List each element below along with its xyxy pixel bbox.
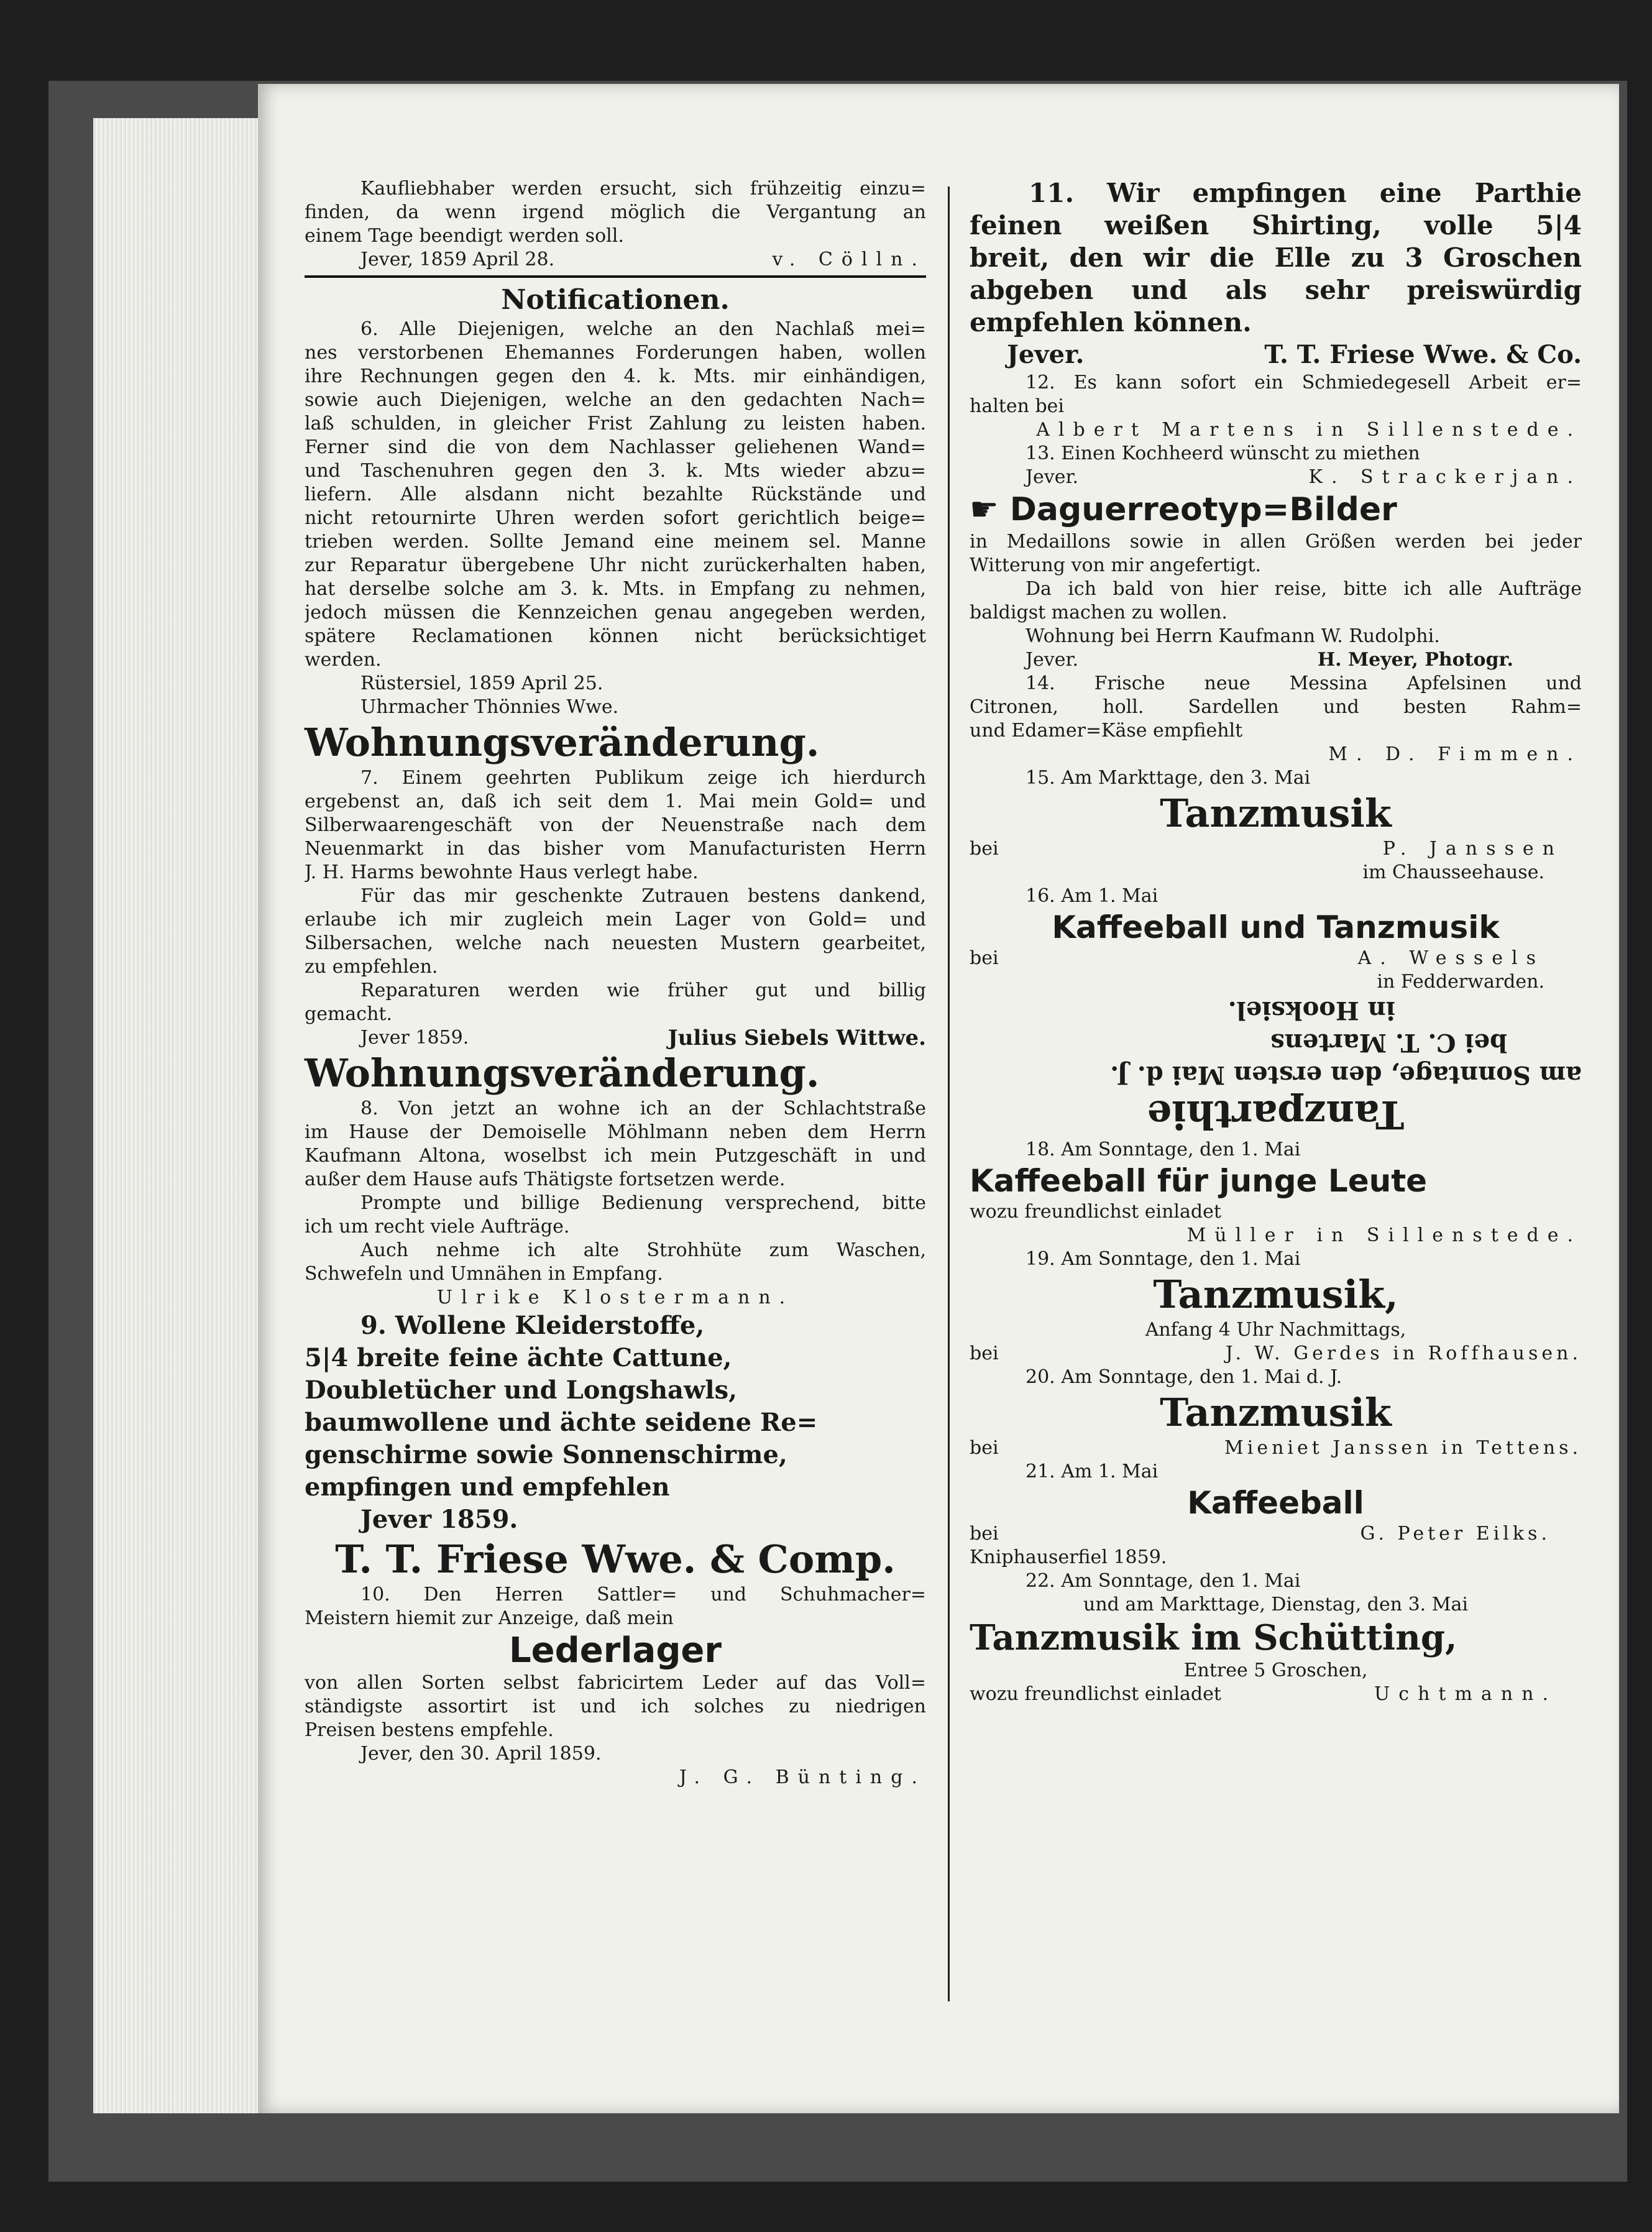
notice-signature-line: im Chausseehause. bbox=[1362, 861, 1544, 883]
notice-line: Neuenmarkt in das bisher vom Manufacturisten Herrn bbox=[305, 838, 926, 860]
notice-heading: Tanzmusik bbox=[1160, 791, 1392, 836]
notice-line: Auch nehme ich alte Strohhüte zum Waschen, bbox=[360, 1239, 926, 1261]
notice-line: Prompte und billige Bedienung versprechend, bitte bbox=[360, 1192, 926, 1214]
notice-firm: T. T. Friese Wwe. & Co. bbox=[1264, 340, 1582, 369]
notice-15 bbox=[970, 766, 1582, 884]
intro-line: einem Tage beendigt werden soll. bbox=[305, 225, 624, 247]
notice-heading: Lederlager bbox=[508, 1630, 722, 1671]
notice-line: J. H. Harms bewohnte Haus verlegt habe. bbox=[305, 861, 699, 883]
notice-firm: T. T. Friese Wwe. & Comp. bbox=[335, 1536, 896, 1582]
notice-19 bbox=[970, 1247, 1582, 1366]
notice-16 bbox=[970, 884, 1582, 994]
notice-signature: Uchtmann. bbox=[1374, 1683, 1557, 1705]
notice-line: feinen weißen Shirting, volle 5|4 bbox=[970, 210, 1582, 241]
notice-signature: Ulrike Klostermann. bbox=[436, 1287, 794, 1308]
right-column bbox=[970, 177, 1582, 1706]
notice-line: Silbersachen, welche nach neuesten Mustern gearbeitet, bbox=[305, 932, 926, 954]
notice-heading: Kaffeeball bbox=[1187, 1485, 1364, 1521]
notice-footer bbox=[970, 947, 1582, 970]
notice-signature: Albert Martens in Sillenstede. bbox=[1036, 419, 1582, 441]
notice-signature: Julius Siebels Wittwe. bbox=[668, 1026, 926, 1050]
notice-line: trieben werden. Sollte Jemand eine meinem sel. Manne bbox=[305, 531, 926, 553]
notice-line: Wohnung bei Herrn Kaufmann W. Rudolphi. bbox=[1026, 625, 1440, 647]
notice-6 bbox=[305, 318, 926, 719]
intro-signature: v. Cölln. bbox=[772, 249, 926, 270]
notice-line: halten bei bbox=[970, 395, 1065, 417]
notice-heading: Tanzmusik bbox=[1160, 1390, 1392, 1435]
notice-22 bbox=[970, 1569, 1582, 1706]
notice-line: Ferner sind die von dem Nachlasser geliehenen Wand= bbox=[305, 436, 926, 458]
notice-signature: J. G. Bünting. bbox=[679, 1766, 926, 1788]
notice-signature: A. Wessels bbox=[1357, 947, 1544, 969]
notice-7 bbox=[305, 719, 926, 1050]
notice-line: zur Reparatur übergebene Uhr nicht zurückerhalten haben, bbox=[305, 554, 926, 576]
notice-line: 15. Am Markttage, den 3. Mai bbox=[1026, 767, 1311, 789]
notice-17-upside-down bbox=[970, 994, 1582, 1138]
notice-footer bbox=[970, 466, 1582, 489]
notice-signature: H. Meyer, Photogr. bbox=[1317, 649, 1513, 671]
notice-8 bbox=[305, 1050, 926, 1310]
notice-line: 5|4 breite feine ächte Cattune, bbox=[305, 1343, 732, 1372]
notice-line: Da ich bald von hier reise, bitte ich alle Aufträge bbox=[1026, 578, 1582, 600]
notice-line: nicht retournirte Uhren werden sofort gerichtlich beige= bbox=[305, 507, 926, 529]
notice-heading: Tanzmusik, bbox=[1153, 1272, 1398, 1317]
notice-line: Entree 5 Groschen, bbox=[1183, 1660, 1368, 1681]
notice-line: liefern. Alle alsdann nicht bezahlte Rückstände und bbox=[305, 484, 926, 505]
notice-line: nes verstorbenen Ehemannes Forderungen haben, wollen bbox=[305, 342, 926, 364]
notice-footer bbox=[970, 837, 1582, 861]
notice-line: 8. Von jetzt an wohne ich an der Schlachtstraße bbox=[360, 1098, 926, 1119]
notice-line: Kaufmann Altona, woselbst ich mein Putzgeschäft in und bbox=[305, 1145, 926, 1167]
notice-bei: bei bbox=[970, 1343, 999, 1364]
notice-heading: Daguerreotyp=Bilder bbox=[1009, 491, 1397, 528]
notice-date: Jever, den 30. April 1859. bbox=[360, 1743, 602, 1765]
notice-place: Jever. bbox=[1026, 466, 1079, 488]
notice-line: 10. Den Herren Sattler= und Schuhmacher= bbox=[360, 1584, 926, 1605]
notice-line: Citronen, holl. Sardellen und besten Rahm= bbox=[970, 696, 1582, 718]
notice-12 bbox=[970, 371, 1582, 442]
intro-date: Jever, 1859 April 28. bbox=[360, 249, 555, 270]
notice-footer bbox=[305, 1026, 926, 1050]
notice-heading: Wohnungsveränderung. bbox=[305, 720, 820, 765]
notice-footer bbox=[970, 648, 1582, 672]
notice-place: Kniphauserfiel 1859. bbox=[970, 1546, 1167, 1568]
notice-bei: bei bbox=[970, 947, 999, 969]
notice-line: wozu freundlichst einladet bbox=[970, 1201, 1221, 1223]
notice-date: Jever 1859. bbox=[360, 1027, 469, 1049]
section-heading: Notificationen. bbox=[501, 284, 730, 316]
notice-line: in Hooksiel. bbox=[1228, 996, 1395, 1025]
notice-place: Jever. bbox=[1007, 340, 1085, 369]
notice-footer bbox=[970, 1342, 1582, 1366]
notice-line: 16. Am 1. Mai bbox=[1026, 885, 1159, 907]
notice-line: baldigst machen zu wollen. bbox=[970, 602, 1228, 623]
notice-footer bbox=[970, 1683, 1582, 1706]
notice-line: in Medaillons sowie in allen Größen werden bei jeder bbox=[970, 531, 1582, 553]
column-divider bbox=[948, 186, 950, 2001]
notice-line: bei C. T. Martens bbox=[1270, 1028, 1507, 1057]
notice-signature: Müller in Sillenstede. bbox=[1186, 1224, 1582, 1246]
notice-line: Doubletücher und Longshawls, bbox=[305, 1375, 738, 1405]
notice-line: abgeben und als sehr preiswürdig bbox=[970, 275, 1582, 305]
notice-line: genschirme sowie Sonnenschirme, bbox=[305, 1440, 787, 1469]
notice-signature-line: in Fedderwarden. bbox=[1377, 971, 1544, 993]
notice-line: 9. Wollene Kleiderstoffe, bbox=[360, 1311, 705, 1340]
notice-heading: Tanzparthie bbox=[1147, 1092, 1405, 1137]
notice-signature: P. Janssen bbox=[1382, 838, 1563, 860]
notice-line: ergebenst an, daß ich seit dem 1. Mai mein Gold= und bbox=[305, 791, 926, 812]
notice-line: Für das mir geschenkte Zutrauen bestens dankend, bbox=[360, 885, 926, 907]
notice-13 bbox=[970, 442, 1582, 489]
notice-line: empfehlen können. bbox=[970, 307, 1252, 338]
notice-line: und am Markttage, Dienstag, den 3. Mai bbox=[1083, 1594, 1468, 1615]
intro-line: Kaufliebhaber werden ersucht, sich frühzeitig einzu= bbox=[360, 178, 926, 200]
notice-footer bbox=[970, 339, 1582, 371]
notice-line: von allen Sorten selbst fabricirtem Leder auf das Voll= bbox=[305, 1672, 926, 1694]
notice-line: ihre Rechnungen gegen den 4. k. Mts. mir einhändigen, bbox=[305, 365, 926, 387]
notice-line: 22. Am Sonntage, den 1. Mai bbox=[1026, 1570, 1301, 1592]
notice-place: Jever. bbox=[1026, 649, 1079, 671]
notice-heading: Kaffeeball und Tanzmusik bbox=[1052, 909, 1500, 945]
notice-line: laß schulden, in gleicher Frist Zahlung zu leisten haben. bbox=[305, 413, 926, 434]
notice-line: am Sonntage, den ersten Mai d. J. bbox=[1110, 1060, 1582, 1090]
notice-line: und Edamer=Käse empfiehlt bbox=[970, 720, 1243, 742]
notice-line: 6. Alle Diejenigen, welche an den Nachlaß mei= bbox=[360, 318, 926, 340]
notice-line: Meistern hiemit zur Anzeige, daß mein bbox=[305, 1607, 674, 1629]
notice-line: 19. Am Sonntage, den 1. Mai bbox=[1026, 1248, 1301, 1270]
left-column bbox=[305, 177, 926, 1789]
notice-line: im Hause der Demoiselle Möhlmann neben dem Herrn bbox=[305, 1121, 926, 1143]
notice-heading: Tanzmusik im Schütting, bbox=[970, 1617, 1457, 1658]
notice-14 bbox=[970, 672, 1582, 766]
notice-signature: J. W. Gerdes in Roffhausen. bbox=[1225, 1343, 1582, 1364]
notice-line: 18. Am Sonntage, den 1. Mai bbox=[1026, 1139, 1301, 1160]
pointing-hand-icon: ☛ bbox=[970, 491, 1010, 528]
notice-line: empfingen und empfehlen bbox=[305, 1472, 670, 1502]
notice-line: 11. Wir empfingen eine Parthie bbox=[1029, 178, 1582, 208]
notice-line: erlaube ich mir zugleich mein Lager von Gold= und bbox=[305, 909, 926, 930]
notice-line: außer dem Hause aufs Thätigste fortsetzen werde. bbox=[305, 1169, 786, 1190]
notice-place: Jever 1859. bbox=[360, 1505, 518, 1534]
notice-line: und Taschenuhren gegen den 3. k. Mts wieder abzu= bbox=[305, 460, 926, 482]
notice-line: 21. Am 1. Mai bbox=[1026, 1461, 1159, 1482]
notice-21 bbox=[970, 1460, 1582, 1569]
notice-line: werden. bbox=[305, 649, 382, 671]
notice-heading: Kaffeeball für junge Leute bbox=[970, 1163, 1428, 1199]
intro-footer bbox=[305, 248, 926, 272]
notice-footer bbox=[970, 1436, 1582, 1460]
notice-line: hat derselbe solche am 3. k. Mts. in Empfang zu nehmen, bbox=[305, 578, 926, 600]
notice-line: sowie auch Diejenigen, welche an den gedachten Nach= bbox=[305, 389, 926, 411]
notice-11 bbox=[970, 177, 1582, 371]
notice-line: Witterung von mir angefertigt. bbox=[970, 554, 1262, 576]
notice-bei: bei bbox=[970, 838, 999, 860]
notice-line: 7. Einem geehrten Publikum zeige ich hierdurch bbox=[360, 767, 926, 789]
notice-20 bbox=[970, 1366, 1582, 1460]
notice-9 bbox=[305, 1310, 926, 1583]
notice-line: zu empfehlen. bbox=[305, 956, 438, 978]
section-rule bbox=[305, 275, 926, 278]
notice-date: Rüstersiel, 1859 April 25. bbox=[360, 673, 603, 694]
notice-signature: G. Peter Eilks. bbox=[1360, 1523, 1551, 1545]
notice-10 bbox=[305, 1583, 926, 1789]
intro-line: finden, da wenn irgend möglich die Vergantung an bbox=[305, 201, 926, 223]
notice-line: Reparaturen werden wie früher gut und billig bbox=[360, 980, 926, 1001]
notice-line: 12. Es kann sofort ein Schmiedegesell Arbeit er= bbox=[1026, 372, 1582, 393]
notice-line: ich um recht viele Aufträge. bbox=[305, 1216, 570, 1238]
notice-line: 14. Frische neue Messina Apfelsinen und bbox=[1026, 673, 1582, 694]
notice-line: jedoch müssen die Kennzeichen genau angegeben werden, bbox=[305, 602, 926, 623]
notice-signature: K. Strackerjan. bbox=[1308, 466, 1582, 488]
notice-daguerreotype bbox=[970, 489, 1582, 672]
notice-heading: Wohnungsveränderung. bbox=[305, 1050, 820, 1096]
notice-signature: Mieniet Janssen in Tettens. bbox=[1224, 1437, 1582, 1459]
notice-line: 13. Einen Kochheerd wünscht zu miethen bbox=[1026, 443, 1420, 464]
notice-line: spätere Reclamationen können nicht berücksichtiget bbox=[305, 625, 926, 647]
notice-line: ständigste assortirt ist und ich solches zu niedrigen bbox=[305, 1696, 926, 1717]
notice-line: gemacht. bbox=[305, 1003, 393, 1025]
notice-18 bbox=[970, 1138, 1582, 1247]
notice-line: Schwefeln und Umnähen in Empfang. bbox=[305, 1263, 663, 1285]
notice-bei: bei bbox=[970, 1437, 999, 1459]
notice-line: Preisen bestens empfehle. bbox=[305, 1719, 554, 1741]
page-edges bbox=[93, 118, 258, 2113]
notice-line: baumwollene und ächte seidene Re= bbox=[305, 1408, 818, 1437]
notice-line: 20. Am Sonntage, den 1. Mai d. J. bbox=[1026, 1366, 1342, 1388]
notice-line: Anfang 4 Uhr Nachmittags, bbox=[1145, 1319, 1406, 1341]
notice-line: breit, den wir die Elle zu 3 Groschen bbox=[970, 242, 1582, 273]
notice-signature: M. D. Fimmen. bbox=[1328, 743, 1582, 765]
notice-signature: Uhrmacher Thönnies Wwe. bbox=[360, 696, 619, 718]
notice-line: Silberwaarengeschäft von der Neuenstraße nach dem bbox=[305, 814, 926, 836]
notice-line: wozu freundlichst einladet bbox=[970, 1683, 1221, 1705]
notice-footer bbox=[970, 1522, 1582, 1546]
notice-bei: bei bbox=[970, 1523, 999, 1545]
